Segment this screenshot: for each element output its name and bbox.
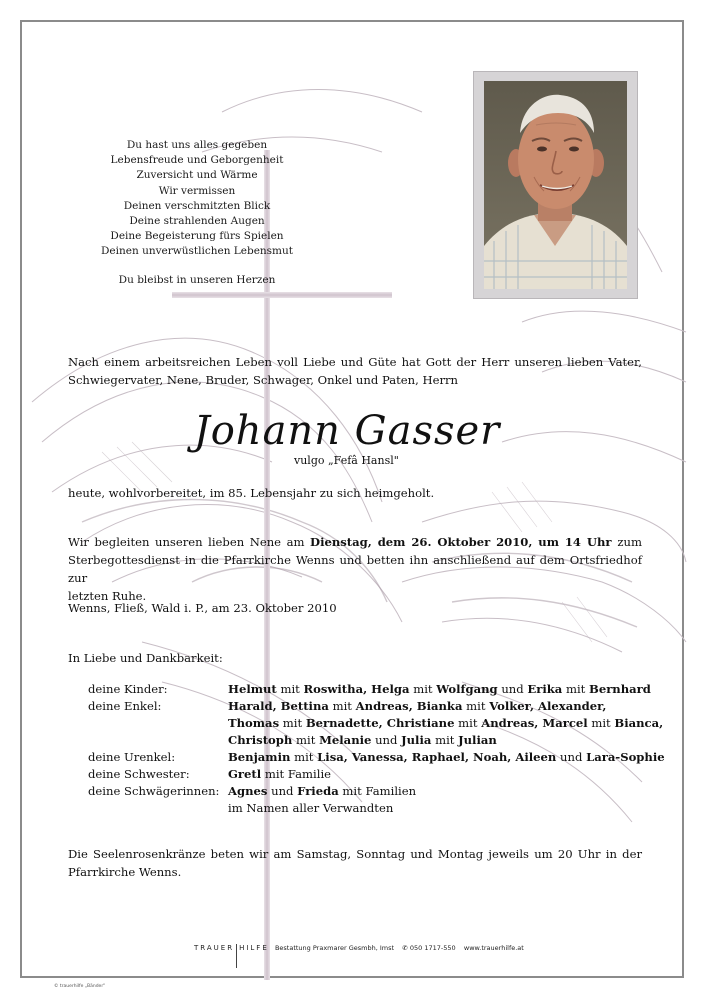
family-verwandte: im Namen aller Verwandten	[228, 801, 394, 815]
footer	[194, 944, 524, 968]
footer-company: Bestattung Praxmarer Gesmbh, Imst	[274, 944, 395, 952]
burial-line	[68, 533, 642, 551]
burial-pre: Wir begleiten unseren lieben Nene am	[68, 535, 311, 549]
name: Helmut	[228, 682, 277, 696]
name: Wolfgang	[436, 682, 498, 696]
family-label: deine Kinder:	[88, 682, 168, 696]
conj: mit Familien	[338, 784, 417, 798]
family-row	[88, 766, 648, 783]
burial-date: Dienstag, dem 26. Oktober 2010, um 14 Uhr	[310, 535, 618, 549]
name: Julia	[401, 733, 432, 747]
poem-line: Wir vermissen	[158, 184, 236, 197]
family-label: deine Schwägerinnen:	[88, 784, 220, 798]
family-row	[88, 681, 651, 698]
name: Christoph	[228, 733, 293, 747]
poem-line: Zuversicht und Wärme	[136, 169, 258, 182]
death-line: heute, wohlvorbereitet, im 85. Lebensjahr zu sich heimgeholt.	[68, 486, 435, 500]
family-names	[228, 698, 606, 715]
conj: mit	[587, 716, 615, 730]
logo-divider	[236, 944, 237, 968]
name: Melanie	[319, 733, 372, 747]
deceased-name: Johann Gasser	[193, 408, 501, 454]
conj: mit	[279, 716, 306, 730]
family-row	[88, 800, 648, 817]
closing-line: Die Seelenrosenkränze beten wir am Samstag, Sonntag und Montag jeweils um 20 Uhr in der	[68, 847, 642, 861]
intro-line: Nach einem arbeitsreichen Leben voll Liebe und Güte hat Gott der Herr unseren lieben Vater,	[68, 355, 642, 369]
family-row	[88, 749, 665, 766]
name: Frieda	[297, 784, 339, 798]
phone-icon: ✆	[402, 944, 408, 952]
poem-line: Deine Begeisterung fürs Spielen	[110, 230, 284, 243]
family-label: deine Schwester:	[88, 767, 190, 781]
portrait-frame	[473, 71, 638, 299]
family-names	[228, 715, 663, 732]
conj: mit	[276, 682, 304, 696]
poem-line: Deine strahlenden Augen	[129, 215, 265, 228]
burial-paragraph	[68, 533, 642, 605]
poem-line: Deinen verschmitzten Blick	[123, 199, 271, 212]
name: Andreas, Marcel	[481, 716, 588, 730]
footer-website[interactable]: www.trauerhilfe.at	[463, 944, 524, 952]
family-row	[88, 732, 648, 749]
burial-post: zum	[617, 535, 642, 549]
conj: und	[556, 750, 587, 764]
conj: und	[371, 733, 402, 747]
name: Gretl	[228, 767, 262, 781]
portrait-photo	[484, 81, 627, 289]
name: Benjamin	[228, 750, 291, 764]
burial-line: letzten Ruhe.	[68, 589, 147, 603]
conj: und	[267, 784, 298, 798]
closing-note	[68, 845, 642, 881]
conj: mit	[454, 716, 482, 730]
dank-heading: In Liebe und Dankbarkeit:	[68, 651, 223, 665]
intro-paragraph	[68, 353, 642, 389]
deceased-nickname: vulgo „Fefâ Hansl"	[294, 454, 399, 467]
family-names	[228, 681, 651, 698]
family-names	[228, 783, 416, 800]
family-names	[228, 749, 665, 766]
family-names	[228, 732, 497, 749]
poem-line: Deinen unverwüstlichen Lebensmut	[101, 245, 293, 258]
family-row	[88, 715, 664, 732]
name: Lara-Sophie	[586, 750, 665, 764]
place-date: Wenns, Fließ, Wald i. P., am 23. Oktober 2010	[68, 601, 337, 615]
closing-line: Pfarrkirche Wenns.	[68, 865, 182, 879]
conj: und	[497, 682, 528, 696]
name: Andreas, Bianka	[355, 699, 463, 713]
poem-closing: Du bleibst in unseren Herzen	[118, 273, 276, 286]
conj: mit Familie	[261, 767, 332, 781]
name: Agnes	[228, 784, 268, 798]
name: Julian	[458, 733, 497, 747]
logo-right: HILFE	[239, 944, 269, 952]
name: Lisa, Vanessa, Raphael, Noah, Aileen	[317, 750, 557, 764]
poem-line: Du hast uns alles gegeben	[126, 139, 268, 151]
logo-left: TRAUER	[194, 944, 235, 952]
intro-line: Schwiegervater, Nene, Bruder, Schwager, Onkel und Paten, Herrn	[68, 373, 459, 387]
name: Thomas	[228, 716, 280, 730]
poem	[82, 138, 312, 288]
family-list	[88, 681, 665, 817]
name: Bianca,	[614, 716, 664, 730]
name: Erika	[527, 682, 563, 696]
obituary-frame	[20, 20, 684, 989]
family-row	[88, 783, 648, 800]
conj: mit	[290, 750, 318, 764]
name: Bernhard	[589, 682, 651, 696]
conj: mit	[409, 682, 437, 696]
name: Roswitha, Helga	[303, 682, 410, 696]
footer-phone: 050 1717-550	[409, 944, 456, 952]
copyright: © trauerhilfe „Bänder"	[54, 984, 106, 989]
conj: mit	[292, 733, 320, 747]
family-row	[88, 698, 648, 715]
conj: mit	[462, 699, 490, 713]
burial-line: Sterbegottesdienst in die Pfarrkirche Wenns und betten ihn anschließend auf dem Ortsfriedhof zur	[68, 553, 642, 585]
name: Harald, Bettina	[228, 699, 329, 713]
name: Bernadette, Christiane	[305, 716, 455, 730]
poem-line: Lebensfreude und Geborgenheit	[110, 154, 284, 167]
family-names	[228, 766, 331, 783]
conj: mit	[328, 699, 356, 713]
conj: mit	[562, 682, 590, 696]
family-label: deine Enkel:	[88, 699, 162, 713]
family-label: deine Urenkel:	[88, 750, 176, 764]
name: Volker, Alexander,	[489, 699, 607, 713]
conj: mit	[431, 733, 459, 747]
